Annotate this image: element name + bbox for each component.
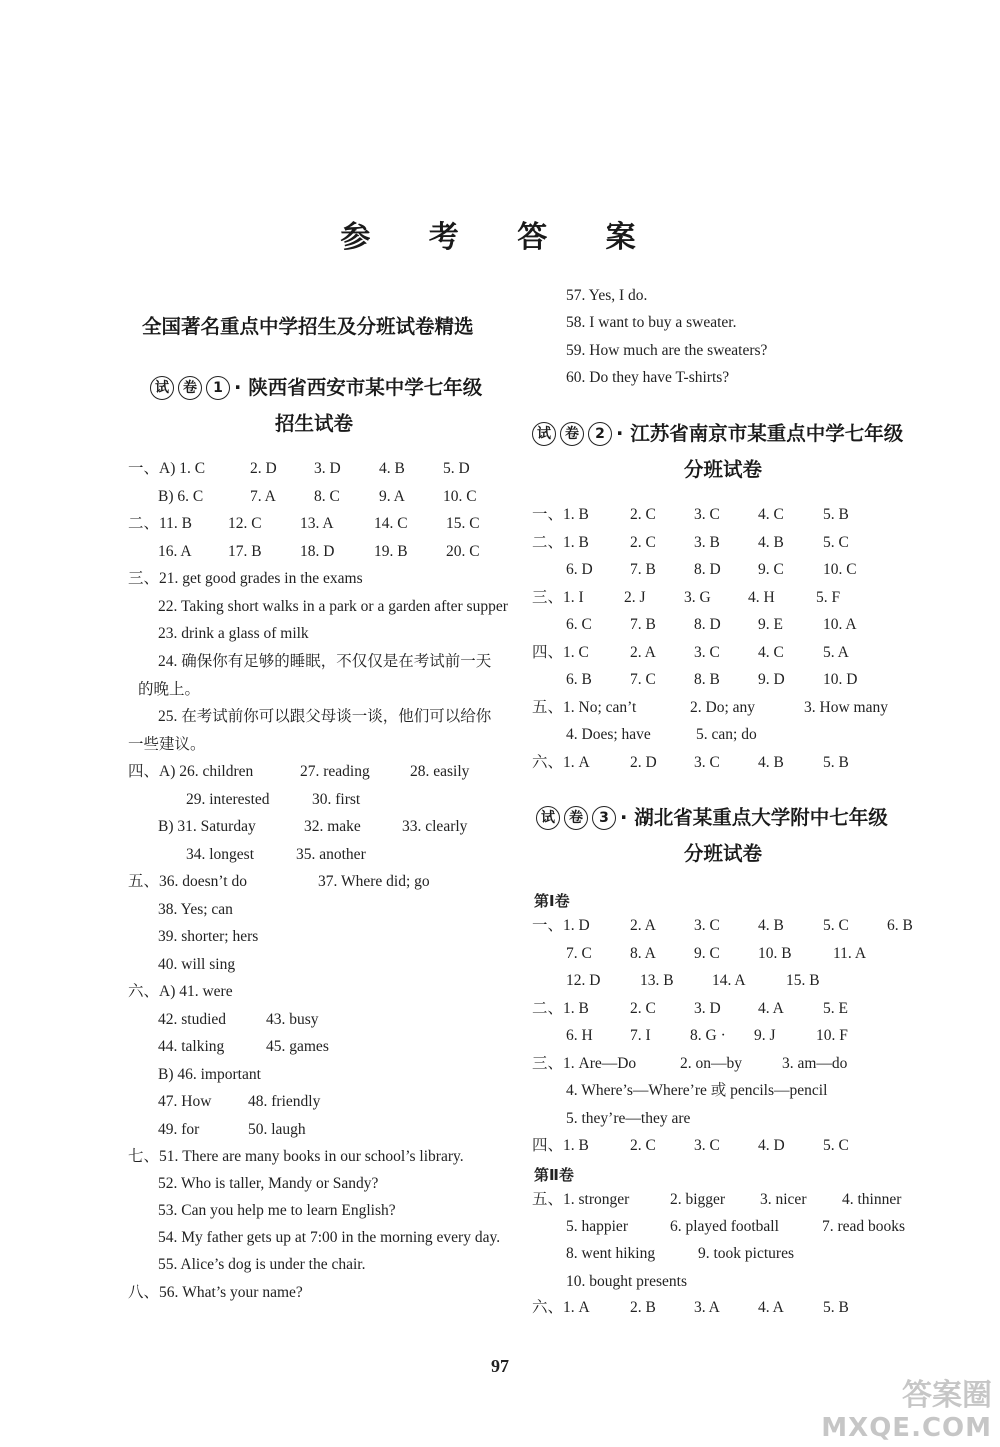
answer-item: 6. played football (670, 1218, 779, 1235)
answer-item: 4. A (758, 1299, 784, 1316)
answer-item: 3. A (694, 1299, 720, 1316)
exam-badge-juan: 卷 (178, 376, 202, 400)
page-title: 参 考 答 案 (340, 220, 660, 255)
answer-item: B) 31. Saturday (158, 818, 256, 835)
answer-item: 8. A (630, 945, 656, 962)
answer-item: 13. A (300, 515, 334, 532)
answer-item: 5. B (823, 754, 849, 771)
answer-item: 六、1. A (532, 1299, 590, 1316)
answer-item: 4. Where’s—Where’re 或 pencils—pencil (566, 1082, 828, 1099)
exam-badge-shi: 试 (532, 422, 556, 446)
answer-item: 3. G (684, 589, 711, 606)
answer-item: 6. C (566, 616, 592, 633)
answer-item: 57. Yes, I do. (566, 287, 648, 304)
answer-item: 5. can; do (696, 726, 757, 743)
answer-item: 24. 确保你有足够的睡眠，不仅仅是在考试前一天 (158, 653, 492, 670)
answer-item: 7. B (630, 561, 656, 578)
answer-item: 7. I (630, 1027, 651, 1044)
answer-item: 4. D (758, 1137, 785, 1154)
exam-badge-juan: 卷 (564, 806, 588, 830)
answer-item: 四、1. B (532, 1137, 589, 1154)
answer-item: 七、51. There are many books in our school’s library. (128, 1148, 464, 1165)
answer-item: 43. busy (266, 1011, 319, 1028)
page-number: 97 (491, 1356, 509, 1376)
watermark-logo (821, 1380, 992, 1444)
watermark-url: MXQE.COM (821, 1413, 992, 1443)
answer-item: 二、11. B (128, 515, 193, 532)
answer-item: 5. E (823, 1000, 848, 1017)
answer-item: 5. happier (566, 1218, 628, 1235)
answer-item: 3. How many (804, 699, 888, 716)
answer-item: 五、1. stronger (532, 1191, 630, 1208)
answer-item: 50. laugh (248, 1121, 306, 1138)
answer-item: 2. C (630, 1137, 656, 1154)
answer-item: 9. E (758, 616, 783, 633)
answer-item: B) 6. C (158, 488, 204, 505)
answer-item: 3. nicer (760, 1191, 807, 1208)
answer-item: 4. C (758, 644, 784, 661)
answer-item: 15. C (446, 515, 480, 532)
answer-item: 33. clearly (402, 818, 468, 835)
answer-item: 18. D (300, 543, 335, 560)
answer-item: 4. B (758, 754, 784, 771)
answer-item: 四、1. C (532, 644, 589, 661)
answer-item: 60. Do they have T-shirts? (566, 369, 730, 386)
exam-2-header (532, 418, 903, 446)
answer-item: 12. C (228, 515, 262, 532)
answer-item: 9. D (758, 671, 785, 688)
answer-item: 14. C (374, 515, 408, 532)
watermark-text: 答案圈 (902, 1378, 992, 1413)
exam-1-subtitle: 招生试卷 (275, 412, 354, 435)
answer-item: 4. B (758, 534, 784, 551)
answer-item: 6. B (566, 671, 592, 688)
answer-item: 15. B (786, 972, 820, 989)
exam-3-header (536, 802, 888, 830)
answer-item: 8. went hiking (566, 1245, 656, 1262)
answer-item: 55. Alice’s dog is under the chair. (158, 1256, 366, 1273)
answer-item: 3. C (694, 1137, 720, 1154)
answer-item: 8. D (694, 561, 721, 578)
answer-item: 47. How (158, 1093, 212, 1110)
answer-item: 4. A (758, 1000, 784, 1017)
answer-item: 48. friendly (248, 1093, 321, 1110)
answer-item: 3. B (694, 534, 720, 551)
answer-item: 三、21. get good grades in the exams (128, 570, 363, 587)
answer-item: 3. am—do (782, 1055, 848, 1072)
answer-item: 2. bigger (670, 1191, 726, 1208)
exam-badge-shi: 试 (536, 806, 560, 830)
answer-item: 13. B (640, 972, 674, 989)
answer-item: 10. bought presents (566, 1273, 687, 1290)
exam-number-badge: 2 (588, 422, 612, 446)
answer-item: 52. Who is taller, Mandy or Sandy? (158, 1175, 379, 1192)
answer-item: 2. C (630, 534, 656, 551)
answer-item: 2. on—by (680, 1055, 742, 1072)
answer-item: 5. B (823, 1299, 849, 1316)
answer-item: 5. D (443, 460, 470, 477)
answer-item: 49. for (158, 1121, 200, 1138)
answer-item: 7. C (566, 945, 592, 962)
answer-item: 一、1. D (532, 917, 590, 934)
answer-item: 28. easily (410, 763, 470, 780)
answer-item: 六、A) 41. were (128, 983, 233, 1000)
answer-item: 八、56. What’s your name? (128, 1284, 303, 1301)
answer-item: 9. took pictures (698, 1245, 794, 1262)
exam-number-badge: 1 (206, 376, 230, 400)
answer-item: 22. Taking short walks in a park or a garden after supper (158, 598, 508, 615)
answer-item: 10. D (823, 671, 858, 688)
answer-item: 10. C (443, 488, 477, 505)
answer-item: 17. B (228, 543, 262, 560)
answer-item: 4. B (379, 460, 405, 477)
answer-item: 二、1. B (532, 1000, 589, 1017)
answer-item: 3. D (314, 460, 341, 477)
answer-item: 6. H (566, 1027, 593, 1044)
answer-item: 59. How much are the sweaters? (566, 342, 768, 359)
answer-item: 10. C (823, 561, 857, 578)
answer-item: 9. C (694, 945, 720, 962)
answer-item: 2. C (630, 1000, 656, 1017)
answer-item: 44. talking (158, 1038, 225, 1055)
answer-item: 34. longest (186, 846, 255, 863)
answer-item: 一些建议。 (128, 736, 206, 753)
answer-item: 32. make (304, 818, 361, 835)
section-2-label: 第Ⅱ卷 (534, 1166, 574, 1184)
answer-item: 8. G · (690, 1027, 726, 1044)
answer-item: 53. Can you help me to learn English? (158, 1202, 396, 1219)
answer-item: 19. B (374, 543, 408, 560)
answer-item: 9. A (379, 488, 405, 505)
answer-item: 42. studied (158, 1011, 227, 1028)
answer-item: 45. games (266, 1038, 329, 1055)
collection-title: 全国著名重点中学招生及分班试卷精选 (142, 315, 474, 338)
answer-item: 的晚上。 (138, 681, 201, 698)
answer-item: 5. they’re—they are (566, 1110, 691, 1127)
answer-item: 三、1. Are—Do (532, 1055, 637, 1072)
answer-item: 30. first (312, 791, 361, 808)
section-1-label: 第Ⅰ卷 (534, 892, 570, 910)
answer-item: 四、A) 26. children (128, 763, 254, 780)
exam-1-title: · 陕西省西安市某中学七年级 (234, 376, 483, 399)
answer-item: 4. C (758, 506, 784, 523)
answer-item: 3. C (694, 506, 720, 523)
answer-item: 8. D (694, 616, 721, 633)
answer-item: 五、36. doesn’t do (128, 873, 247, 890)
answer-item: 4. thinner (842, 1191, 902, 1208)
exam-3-title: · 湖北省某重点大学附中七年级 (620, 806, 888, 829)
answer-item: 2. D (250, 460, 277, 477)
answer-item: 38. Yes; can (158, 901, 233, 918)
answer-item: 23. drink a glass of milk (158, 625, 309, 642)
answer-item: 2. C (630, 506, 656, 523)
answer-item: 五、1. No; can’t (532, 699, 637, 716)
answer-item: 9. C (758, 561, 784, 578)
answer-item: 2. Do; any (690, 699, 756, 716)
answer-item: 7. read books (822, 1218, 906, 1235)
answer-item: 2. B (630, 1299, 656, 1316)
answer-item: 25. 在考试前你可以跟父母谈一谈，他们可以给你 (158, 708, 492, 725)
answer-item: 5. B (823, 506, 849, 523)
answer-item: 2. J (624, 589, 646, 606)
answer-item: 10. F (816, 1027, 848, 1044)
answer-item: 10. A (823, 616, 857, 633)
answer-item: 11. A (833, 945, 867, 962)
answer-item: 4. H (748, 589, 775, 606)
exam-badge-juan: 卷 (560, 422, 584, 446)
answer-item: 一、A) 1. C (128, 460, 206, 477)
answer-item: 40. will sing (158, 956, 236, 973)
answer-item: 7. B (630, 616, 656, 633)
answer-item: 8. B (694, 671, 720, 688)
exam-3-subtitle: 分班试卷 (684, 842, 763, 865)
answer-item: 5. C (823, 917, 849, 934)
answer-item: 六、1. A (532, 754, 590, 771)
exam-badge-shi: 试 (150, 376, 174, 400)
answer-item: 27. reading (300, 763, 370, 780)
answer-item: 37. Where did; go (318, 873, 430, 890)
answer-item: 7. A (250, 488, 276, 505)
answer-item: 2. A (630, 644, 656, 661)
answer-item: 14. A (712, 972, 746, 989)
answer-item: 3. C (694, 754, 720, 771)
answer-item: 三、1. I (532, 589, 584, 606)
answer-item: 7. C (630, 671, 656, 688)
answer-item: 3. C (694, 917, 720, 934)
answer-item: 54. My father gets up at 7:00 in the morning every day. (158, 1229, 501, 1246)
answer-item: 3. D (694, 1000, 721, 1017)
answer-item: 16. A (158, 543, 192, 560)
answer-item: 8. C (314, 488, 340, 505)
answer-item: 4. B (758, 917, 784, 934)
answer-item: 12. D (566, 972, 601, 989)
answer-item: 9. J (754, 1027, 776, 1044)
answer-item: 2. D (630, 754, 657, 771)
answer-item: 6. B (887, 917, 913, 934)
answer-item: 35. another (296, 846, 366, 863)
answer-item: 58. I want to buy a sweater. (566, 314, 737, 331)
answer-item: 29. interested (186, 791, 270, 808)
answer-item: 39. shorter; hers (158, 928, 259, 945)
answer-item: 5. A (823, 644, 849, 661)
answer-item: 二、1. B (532, 534, 589, 551)
exam-2-subtitle: 分班试卷 (684, 458, 763, 481)
answer-item: 4. Does; have (566, 726, 651, 743)
answer-item: 5. F (816, 589, 841, 606)
answer-item: 5. C (823, 1137, 849, 1154)
answer-item: 5. C (823, 534, 849, 551)
answer-item: 20. C (446, 543, 480, 560)
exam-number-badge: 3 (592, 806, 616, 830)
exam-1-header (150, 372, 482, 400)
answer-item: B) 46. important (158, 1066, 261, 1083)
exam-2-title: · 江苏省南京市某重点中学七年级 (616, 422, 904, 445)
answer-item: 10. B (758, 945, 792, 962)
answer-item: 6. D (566, 561, 593, 578)
answer-item: 3. C (694, 644, 720, 661)
answer-item: 2. A (630, 917, 656, 934)
answer-item: 一、1. B (532, 506, 589, 523)
